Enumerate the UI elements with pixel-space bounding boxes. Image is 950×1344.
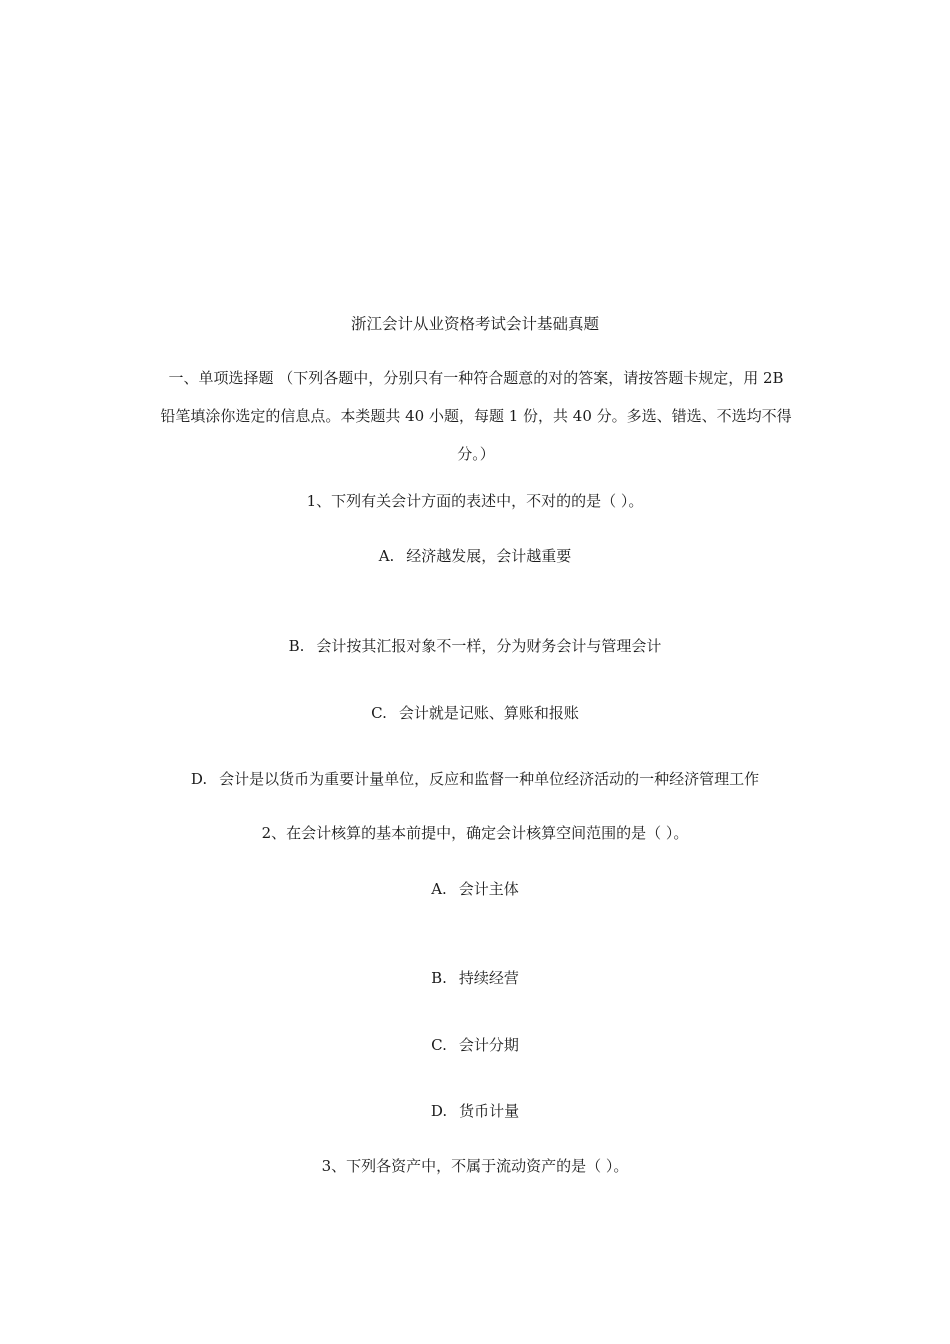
option-letter: D. bbox=[430, 1102, 448, 1120]
option-letter: B. bbox=[431, 969, 447, 987]
option-letter: B. bbox=[288, 637, 305, 655]
section-heading bbox=[150, 359, 802, 473]
document-title: 浙江会计从业资格考试会计基础真题 bbox=[350, 315, 599, 333]
option-letter: D. bbox=[190, 770, 208, 788]
question-1-option-d bbox=[0, 769, 950, 789]
question-1-stem: 1、下列有关会计方面的表述中，不对的的是（ ）。 bbox=[306, 492, 644, 510]
question-2-stem: 2、在会计核算的基本前提中，确定会计核算空间范围的是（ ）。 bbox=[261, 824, 689, 842]
option-text: 经济越发展，会计越重要 bbox=[406, 547, 572, 565]
option-text: 会计分期 bbox=[458, 1036, 519, 1054]
option-letter: A. bbox=[431, 880, 447, 898]
option-text: 持续经营 bbox=[458, 969, 519, 987]
section-heading-line-3: 分。） bbox=[457, 445, 495, 463]
question-3-stem: 3、下列各资产中，不属于流动资产的是（ ）。 bbox=[321, 1157, 629, 1175]
option-letter: C. bbox=[431, 1036, 447, 1054]
option-letter: A. bbox=[378, 547, 395, 565]
option-letter: C. bbox=[371, 704, 387, 722]
option-text: 会计就是记账、算账和报账 bbox=[398, 704, 579, 722]
question-2-option-d bbox=[0, 1101, 950, 1121]
question-1-option-c bbox=[0, 703, 950, 723]
question-2-option-b bbox=[0, 968, 950, 988]
option-text: 会计按其汇报对象不一样，分为财务会计与管理会计 bbox=[316, 637, 662, 655]
option-text: 会计是以货币为重要计量单位，反应和监督一种单位经济活动的一种经济管理工作 bbox=[219, 770, 760, 788]
option-text: 货币计量 bbox=[459, 1102, 520, 1120]
question-1-option-a bbox=[0, 546, 950, 566]
section-heading-line-1: 一、单项选择题 （下列各题中，分别只有一种符合题意的对的答案，请按答题卡规定，用 2B bbox=[168, 369, 784, 387]
section-heading-line-2: 铅笔填涂你选定的信息点。本类题共 40 小题，每题 1 份，共 40 分。多选、错选、不选均不得 bbox=[160, 407, 792, 425]
question-1-option-b bbox=[0, 636, 950, 656]
option-text: 会计主体 bbox=[458, 880, 519, 898]
question-2-option-c bbox=[0, 1035, 950, 1055]
question-2-option-a bbox=[0, 879, 950, 899]
